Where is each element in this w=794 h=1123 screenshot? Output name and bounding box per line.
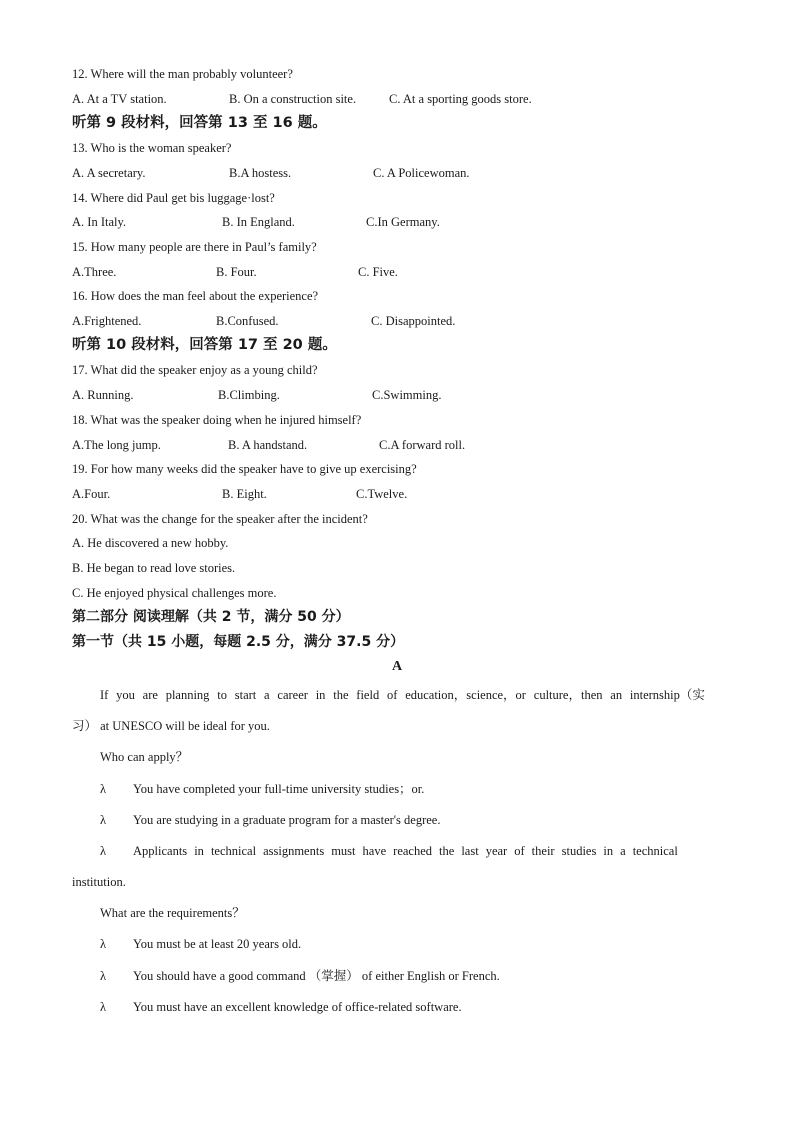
question-19: 19. For how many weeks did the speaker have to give up exercising? <box>72 462 417 476</box>
req-item-2 <box>100 968 720 984</box>
question-20: 20. What was the change for the speaker after the incident? <box>72 512 368 526</box>
option-19-a: A.Four. <box>72 487 111 501</box>
option-18-b: B. A handstand. <box>228 438 308 452</box>
option-18-a: A.The long jump. <box>72 438 161 452</box>
req-item-text: You should have a good command （掌握） of either English or French. <box>133 969 500 983</box>
who-item-1 <box>100 781 720 797</box>
req-item-3 <box>100 999 720 1015</box>
intro-word: are <box>142 688 158 702</box>
intro-word: education，science，or <box>405 688 526 702</box>
who-item-3-word: their <box>531 844 555 858</box>
who-item-3-word: the <box>439 844 455 858</box>
passage-intro-line-1 <box>100 687 705 703</box>
option-14-a: A. In Italy. <box>72 215 127 229</box>
options-13 <box>72 165 712 181</box>
intro-word: internship（实 <box>629 688 705 702</box>
who-can-apply-heading: Who can apply？ <box>100 750 189 764</box>
intro-word: an <box>610 688 623 702</box>
section-9-header: 听第 9 段材料，回答第 13 至 16 题。 <box>72 115 327 131</box>
who-item-3-word: have <box>362 844 387 858</box>
intro-word: in <box>315 688 326 702</box>
option-20-b: B. He began to read love stories. <box>72 561 236 575</box>
option-12-c: C. At a sporting goods store. <box>389 92 532 106</box>
who-item-3-line-2: institution. <box>72 875 126 889</box>
bullet-icon: λ <box>100 969 107 983</box>
option-16-b: B.Confused. <box>216 314 279 328</box>
option-14-c: C.In Germany. <box>366 215 440 229</box>
who-item-3-word: Applicants <box>133 844 188 858</box>
options-19 <box>72 486 712 502</box>
option-20-c: C. He enjoyed physical challenges more. <box>72 586 277 600</box>
option-20-a: A. He discovered a new hobby. <box>72 536 229 550</box>
option-17-b: B.Climbing. <box>218 388 280 402</box>
who-item-3-word: assignments <box>263 844 325 858</box>
option-12-a: A. At a TV station. <box>72 92 167 106</box>
req-item-1 <box>100 936 720 952</box>
bullet-icon: λ <box>100 782 107 796</box>
question-12: 12. Where will the man probably volunteer? <box>72 67 293 81</box>
option-16-a: A.Frightened. <box>72 314 142 328</box>
who-item-2 <box>100 812 720 828</box>
bullet-icon: λ <box>100 1000 107 1014</box>
section-1-header: 第一节（共 15 小题，每题 2.5 分，满分 37.5 分） <box>72 634 405 650</box>
options-12 <box>72 91 712 107</box>
intro-word: you <box>116 688 135 702</box>
intro-word: field <box>356 688 380 702</box>
intro-word: start <box>234 688 257 702</box>
who-item-3-word: of <box>514 844 525 858</box>
req-item-text: You must have an excellent knowledge of office-related software. <box>133 1000 462 1014</box>
who-item-3-word: a <box>620 844 626 858</box>
option-19-c: C.Twelve. <box>356 487 408 501</box>
option-16-c: C. Disappointed. <box>371 314 456 328</box>
question-17: 17. What did the speaker enjoy as a young child? <box>72 363 318 377</box>
intro-word: to <box>217 688 227 702</box>
who-item-3-line-1 <box>133 843 678 859</box>
bullet-icon: λ <box>100 937 107 951</box>
req-item-text: You must be at least 20 years old. <box>133 937 302 951</box>
who-item-3-word: in <box>603 844 614 858</box>
option-15-a: A.Three. <box>72 265 117 279</box>
intro-word: a <box>264 688 270 702</box>
section-10-header: 听第 10 段材料，回答第 17 至 20 题。 <box>72 337 337 353</box>
who-item-text: You have completed your full-time university studies；or. <box>133 782 425 796</box>
question-16: 16. How does the man feel about the experience? <box>72 289 319 303</box>
question-15: 15. How many people are there in Paul’s family? <box>72 240 317 254</box>
options-15 <box>72 264 712 280</box>
who-item-3-word: in <box>194 844 204 858</box>
option-13-a: A. A secretary. <box>72 166 146 180</box>
requirements-heading: What are the requirements？ <box>100 906 245 920</box>
who-item-3-word: technical <box>632 844 678 858</box>
option-15-b: B. Four. <box>216 265 257 279</box>
part-2-header: 第二部分 阅读理解（共 2 节，满分 50 分） <box>72 609 350 625</box>
option-17-a: A. Running. <box>72 388 134 402</box>
question-18: 18. What was the speaker doing when he injured himself? <box>72 413 362 427</box>
option-14-b: B. In England. <box>222 215 295 229</box>
intro-word: If <box>100 688 109 702</box>
who-item-3-word: year <box>485 844 508 858</box>
question-14: 14. Where did Paul get bis luggage·lost? <box>72 191 275 205</box>
option-13-b: B.A hostess. <box>229 166 292 180</box>
intro-word: career <box>277 688 308 702</box>
option-13-c: C. A Policewoman. <box>373 166 470 180</box>
options-17 <box>72 387 712 403</box>
intro-word: culture，then <box>533 688 603 702</box>
question-13: 13. Who is the woman speaker? <box>72 141 232 155</box>
options-14 <box>72 214 712 230</box>
bullet-icon: λ <box>100 844 107 858</box>
passage-label: A <box>391 659 403 674</box>
options-16 <box>72 313 712 329</box>
option-15-c: C. Five. <box>358 265 398 279</box>
who-item-3-word: last <box>461 844 479 858</box>
who-item-3-word: must <box>331 844 356 858</box>
intro-word: of <box>386 688 398 702</box>
who-item-3-word: technical <box>210 844 257 858</box>
option-12-b: B. On a construction site. <box>229 92 357 106</box>
who-item-3-word: reached <box>393 844 433 858</box>
option-18-c: C.A forward roll. <box>379 438 466 452</box>
option-17-c: C.Swimming. <box>372 388 442 402</box>
intro-word: planning <box>165 688 210 702</box>
bullet-icon: λ <box>100 813 107 827</box>
who-item-3-word: studies <box>561 844 597 858</box>
who-item-text: You are studying in a graduate program for a master's degree. <box>133 813 441 827</box>
options-18 <box>72 437 712 453</box>
passage-intro-line-2: 习） at UNESCO will be ideal for you. <box>72 719 270 733</box>
intro-word: the <box>333 688 349 702</box>
option-19-b: B. Eight. <box>222 487 267 501</box>
